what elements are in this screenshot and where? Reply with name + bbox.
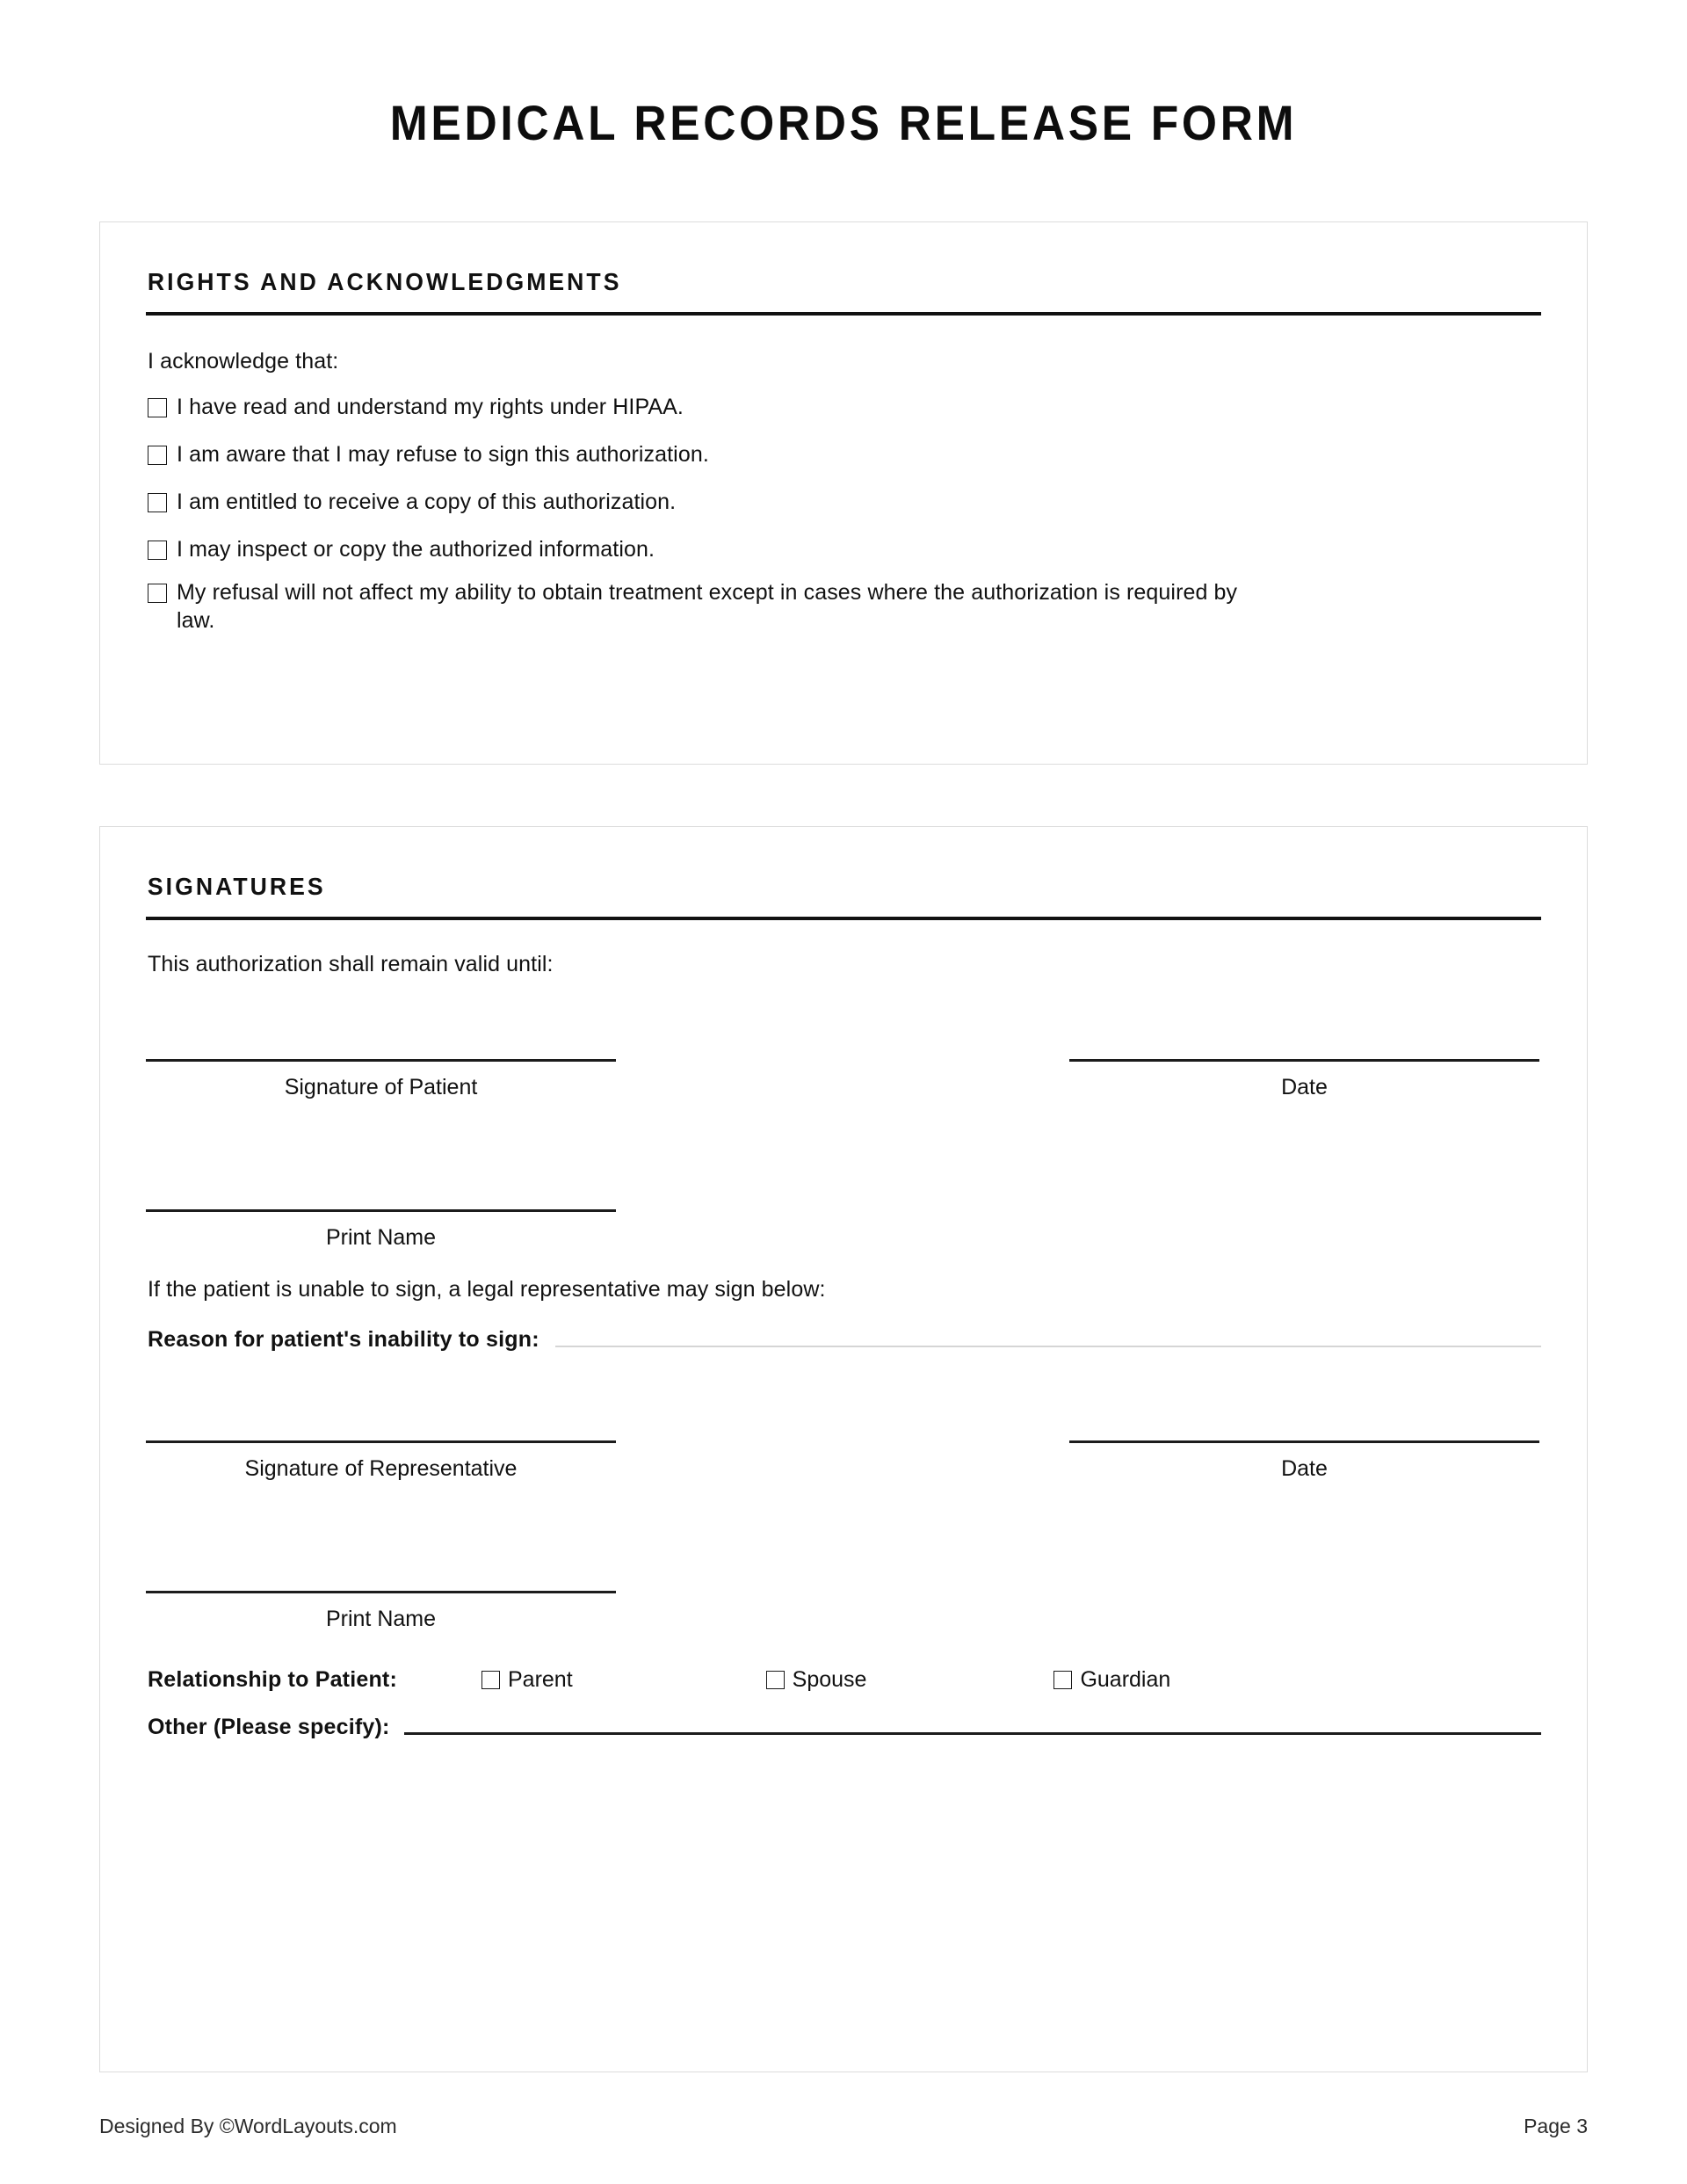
rights-section-heading: RIGHTS AND ACKNOWLEDGMENTS <box>147 268 622 295</box>
valid-until-label: This authorization shall remain valid until: <box>148 952 554 976</box>
checkbox-icon[interactable] <box>1053 1671 1072 1689</box>
print-name-line[interactable] <box>146 1209 616 1212</box>
representative-signature-field[interactable] <box>146 1440 616 1482</box>
acknowledgment-intro: I acknowledge that: <box>148 349 339 374</box>
relationship-label: Relationship to Patient: <box>148 1667 397 1692</box>
checkbox-icon[interactable] <box>148 541 167 560</box>
list-item[interactable] <box>146 578 1541 635</box>
relationship-option-spouse[interactable] <box>766 1667 867 1693</box>
signatures-section-heading: SIGNATURES <box>147 873 326 900</box>
list-item[interactable] <box>146 440 1541 468</box>
representative-date-field[interactable] <box>1069 1440 1539 1482</box>
section-divider <box>146 917 1541 920</box>
checkbox-icon[interactable] <box>148 493 167 512</box>
section-divider <box>146 312 1541 316</box>
relationship-option-label: Spouse <box>792 1667 867 1692</box>
relationship-option-label: Parent <box>507 1667 573 1692</box>
checkbox-icon[interactable] <box>148 446 167 465</box>
representative-note: If the patient is unable to sign, a legal representative may sign below: <box>148 1277 826 1302</box>
patient-signature-field[interactable] <box>146 1059 616 1100</box>
page-title: MEDICAL RECORDS RELEASE FORM <box>389 95 1298 150</box>
relationship-to-patient-row <box>146 1667 1541 1693</box>
date-line[interactable] <box>1069 1059 1539 1062</box>
representative-print-name-caption: Print Name <box>325 1607 437 1631</box>
relationship-option-guardian[interactable] <box>1053 1667 1170 1693</box>
relationship-option-parent[interactable] <box>481 1667 573 1693</box>
signatures-card <box>99 826 1588 2072</box>
reason-label: Reason for patient's inability to sign: <box>148 1327 539 1352</box>
relationship-option-label: Guardian <box>1080 1667 1171 1692</box>
print-name-line[interactable] <box>146 1591 616 1593</box>
list-item[interactable] <box>146 393 1541 421</box>
date-line[interactable] <box>1069 1440 1539 1443</box>
page-number: Page 3 <box>1524 2115 1588 2137</box>
representative-date-caption: Date <box>1281 1456 1328 1481</box>
patient-print-name-field[interactable] <box>146 1209 616 1251</box>
representative-signature-caption: Signature of Representative <box>244 1456 518 1481</box>
list-item-label: My refusal will not affect my ability to obtain treatment except in cases where the authorization is required by law. <box>177 580 1238 633</box>
other-relationship-row[interactable] <box>146 1714 1541 1740</box>
designed-by-credit: Designed By ©WordLayouts.com <box>99 2115 397 2137</box>
other-input-line[interactable] <box>404 1732 1541 1735</box>
acknowledgment-checklist <box>146 393 1541 635</box>
signature-line[interactable] <box>146 1059 616 1062</box>
rights-and-acknowledgments-card <box>99 221 1588 765</box>
reason-input-line[interactable] <box>555 1346 1541 1347</box>
list-item-label: I may inspect or copy the authorized information. <box>177 537 655 562</box>
signature-line[interactable] <box>146 1440 616 1443</box>
patient-date-field[interactable] <box>1069 1059 1539 1100</box>
list-item[interactable] <box>146 488 1541 516</box>
patient-date-caption: Date <box>1281 1075 1328 1099</box>
patient-signature-caption: Signature of Patient <box>284 1075 478 1099</box>
patient-signature-row <box>146 1059 1541 1100</box>
page-footer <box>99 2115 1588 2138</box>
list-item[interactable] <box>146 535 1541 563</box>
list-item-label: I am entitled to receive a copy of this authorization. <box>177 490 677 514</box>
checkbox-icon[interactable] <box>148 584 167 603</box>
other-label: Other (Please specify): <box>148 1715 390 1739</box>
checkbox-icon[interactable] <box>481 1671 500 1689</box>
list-item-label: I am aware that I may refuse to sign this authorization. <box>177 442 709 467</box>
representative-print-name-field[interactable] <box>146 1591 616 1632</box>
checkbox-icon[interactable] <box>766 1671 785 1689</box>
list-item-label: I have read and understand my rights under HIPAA. <box>177 395 684 419</box>
patient-print-name-caption: Print Name <box>325 1225 437 1250</box>
checkbox-icon[interactable] <box>148 398 167 417</box>
representative-signature-row <box>146 1440 1541 1482</box>
reason-for-inability-row[interactable] <box>146 1326 1541 1353</box>
